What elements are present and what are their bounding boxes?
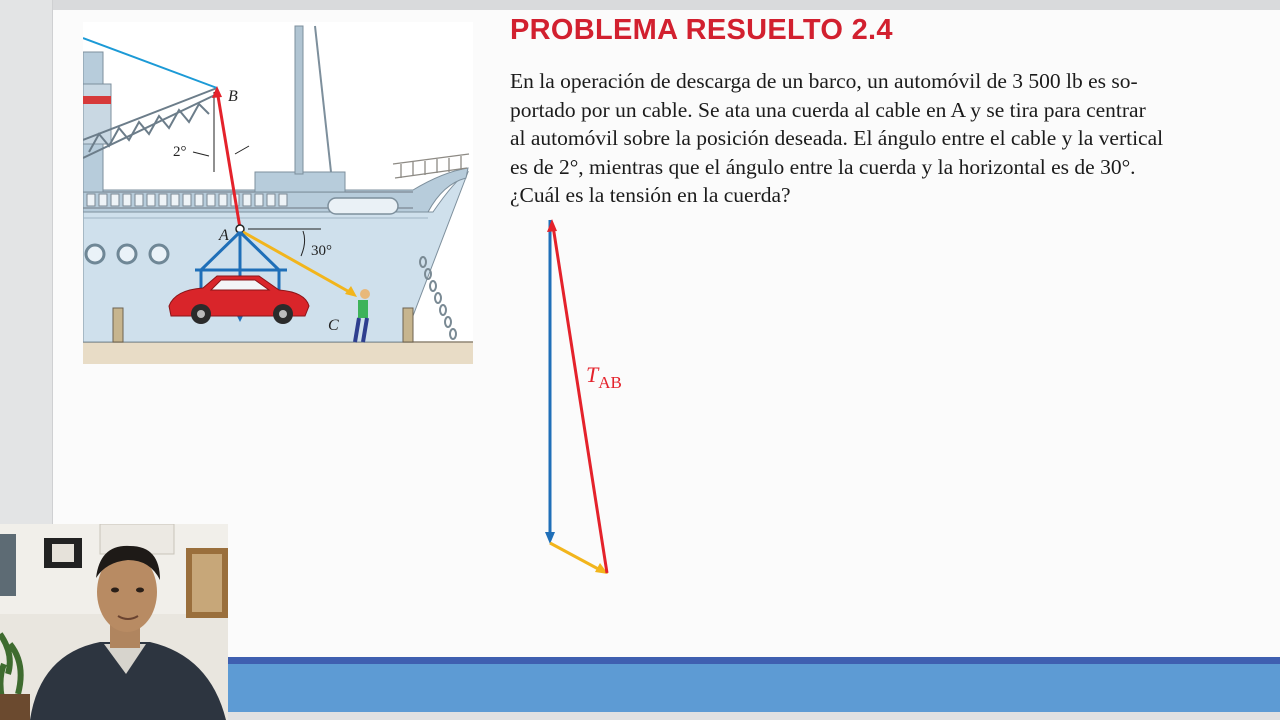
svg-text:A: A [219,227,229,244]
footer-bar [228,657,1280,720]
problem-line: al automóvil sobre la posición deseada. El ángulo entre el cable y la vertical [510,126,1164,151]
slide-title: PROBLEMA RESUELTO 2.4 [510,14,893,46]
cable-tension-vector [547,219,607,573]
problem-line: ¿Cuál es la tensión en la cuerda? [510,183,791,208]
problem-statement [510,67,1280,210]
weight-vector [545,220,555,544]
svg-text:C: C [328,317,339,334]
tension-label: $T_{AB}$ [586,362,622,392]
svg-text:2°: 2° [173,144,187,160]
svg-text:30°: 30° [311,243,332,259]
problem-line: En la operación de descarga de un barco, un automóvil de 3 500 lb es so- [510,69,1138,93]
problem-line: es de 2°, mientras que el ángulo entre la cuerda y la horizontal es de 30°. [510,154,1136,179]
presenter-video-icon [0,524,228,720]
ship-unloading-illustration [83,22,473,364]
svg-text:B: B [228,88,238,105]
force-triangle-diagram [530,210,650,590]
problem-line: portado por un cable. Se ata una cuerda al cable en A y se tira para centrar [510,97,1146,122]
top-bar [0,0,1280,10]
rope-tension-vector [550,543,608,574]
